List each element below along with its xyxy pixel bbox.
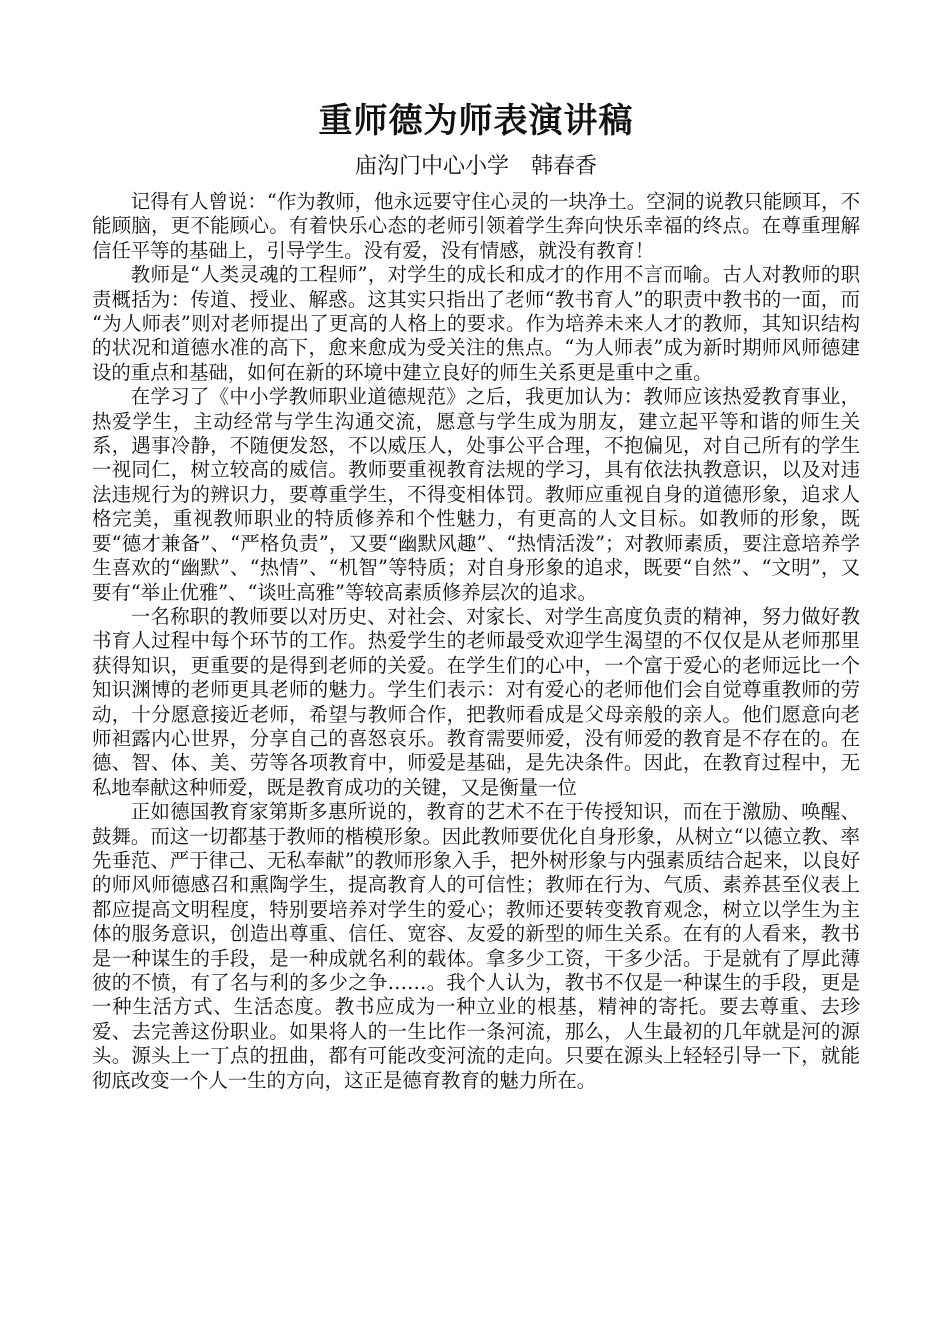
paragraph-2: 教师是“人类灵魂的工程师”，对学生的成长和成才的作用不言而喻。古人对教师的职责概括为：传道、授业、解惑。这其实只指出了老师“教书育人”的职责中教书的一面，而 “为人师表”则对老师提出了更高的人格上的要求。作为培养未来人才的教师，其知识结构的状况和道德水准的高下，愈来愈成为受关注的焦点。“为人师表”成为新时期师风师德建设的重点和基础，如何在新的环境中建立良好的师生关系更是重中之重。 [92,263,860,384]
page-title: 重师德为师表演讲稿 [318,101,634,141]
document-page [92,96,860,1093]
paragraph-5: 正如德国教育家第斯多惠所说的，教育的艺术不在于传授知识，而在于激励、唤醒、鼓舞。而这一切都基于教师的楷模形象。因此教师要优化自身形象，从树立“以德立教、率先垂范、严于律己、无私奉献”的教师形象入手，把外树形象与内强素质结合起来，以良好的师风师德感召和熏陶学生，提高教育人的可信性；教师在行为、气质、素养甚至仪表上都应提高文明程度，特别要培养对学生的爱心；教师还要转变教育观念，树立以学生为主体的服务意识，创造出尊重、信任、宽容、友爱的新型的师生关系。在有的人看来，教书是一种谋生的手段，是一种成就名利的载体。拿多少工资，干多少活。于是就有了厚此薄彼的不愤，有了名与利的多少之争……。我个人认为，教书不仅是一种谋生的手段，更是一种生活方式、生活态度。教书应成为一种立业的根基，精神的寄托。要去尊重、去珍爱、去完善这份职业。如果将人的一生比作一条河流，那么，人生最初的几年就是河的源头。源头上一丁点的扭曲，都有可能改变河流的走向。只要在源头上轻轻引导一下，就能彻底改变一个人一生的方向，这正是德育教育的魅力所在。 [92,800,860,1092]
paragraph-4: 一名称职的教师要以对历史、对社会、对家长、对学生高度负责的精神，努力做好教书育人过程中每个环节的工作。热爱学生的老师最受欢迎学生渴望的不仅仅是从老师那里获得知识，更重要的是得到老师的关爱。在学生们的心中，一个富于爱心的老师远比一个知识渊博的老师更具老师的魅力。学生们表示：对有爱心的老师他们会自觉尊重教师的劳动，十分愿意接近老师，希望与教师合作，把教师看成是父母亲般的亲人。他们愿意向老师袒露内心世界，分享自己的喜怒哀乐。教育需要师爱，没有师爱的教育是不存在的。在德、智、体、美、劳等各项教育中，师爱是基础，是先决条件。因此，在教育过程中，无私地奉献这种师爱，既是教育成功的关键，又是衡量一位 [92,604,860,799]
author-line: 庙沟门中心小学 韩春香 [354,154,597,179]
paragraph-1: 记得有人曾说：“作为教师，他永远要守住心灵的一块净土。空洞的说教只能顾耳，不能顾脑，更不能顾心。有着快乐心态的老师引领着学生奔向快乐幸福的终点。在尊重理解信任平等的基础上，引导学生。没有爱，没有情感，就没有教育！ [92,190,860,262]
paragraph-3: 在学习了《中小学教师职业道德规范》之后，我更加认为：教师应该热爱教育事业，热爱学生，主动经常与学生沟通交流，愿意与学生成为朋友，建立起平等和谐的师生关系，遇事冷静，不随便发怒，不以威压人，处事公平合理，不抱偏见，对自己所有的学生一视同仁，树立较高的威信。教师要重视教育法规的学习，具有依法执教意识，以及对违法违规行为的辨识力，要尊重学生，不得变相体罚。教师应重视自身的道德形象，追求人格完美，重视教师职业的特质修养和个性魅力，有更高的人文目标。如教师的形象，既要“德才兼备”、“严格负责”，又要“幽默风趣”、“热情活泼”；对教师素质，要注意培养学生喜欢的“幽默”、“热情”、“机智”等特质；对自身形象的追求，既要“自然”、“文明”，又要有“举止优雅”、“谈吐高雅”等较高素质修养层次的追求。 [92,385,860,604]
